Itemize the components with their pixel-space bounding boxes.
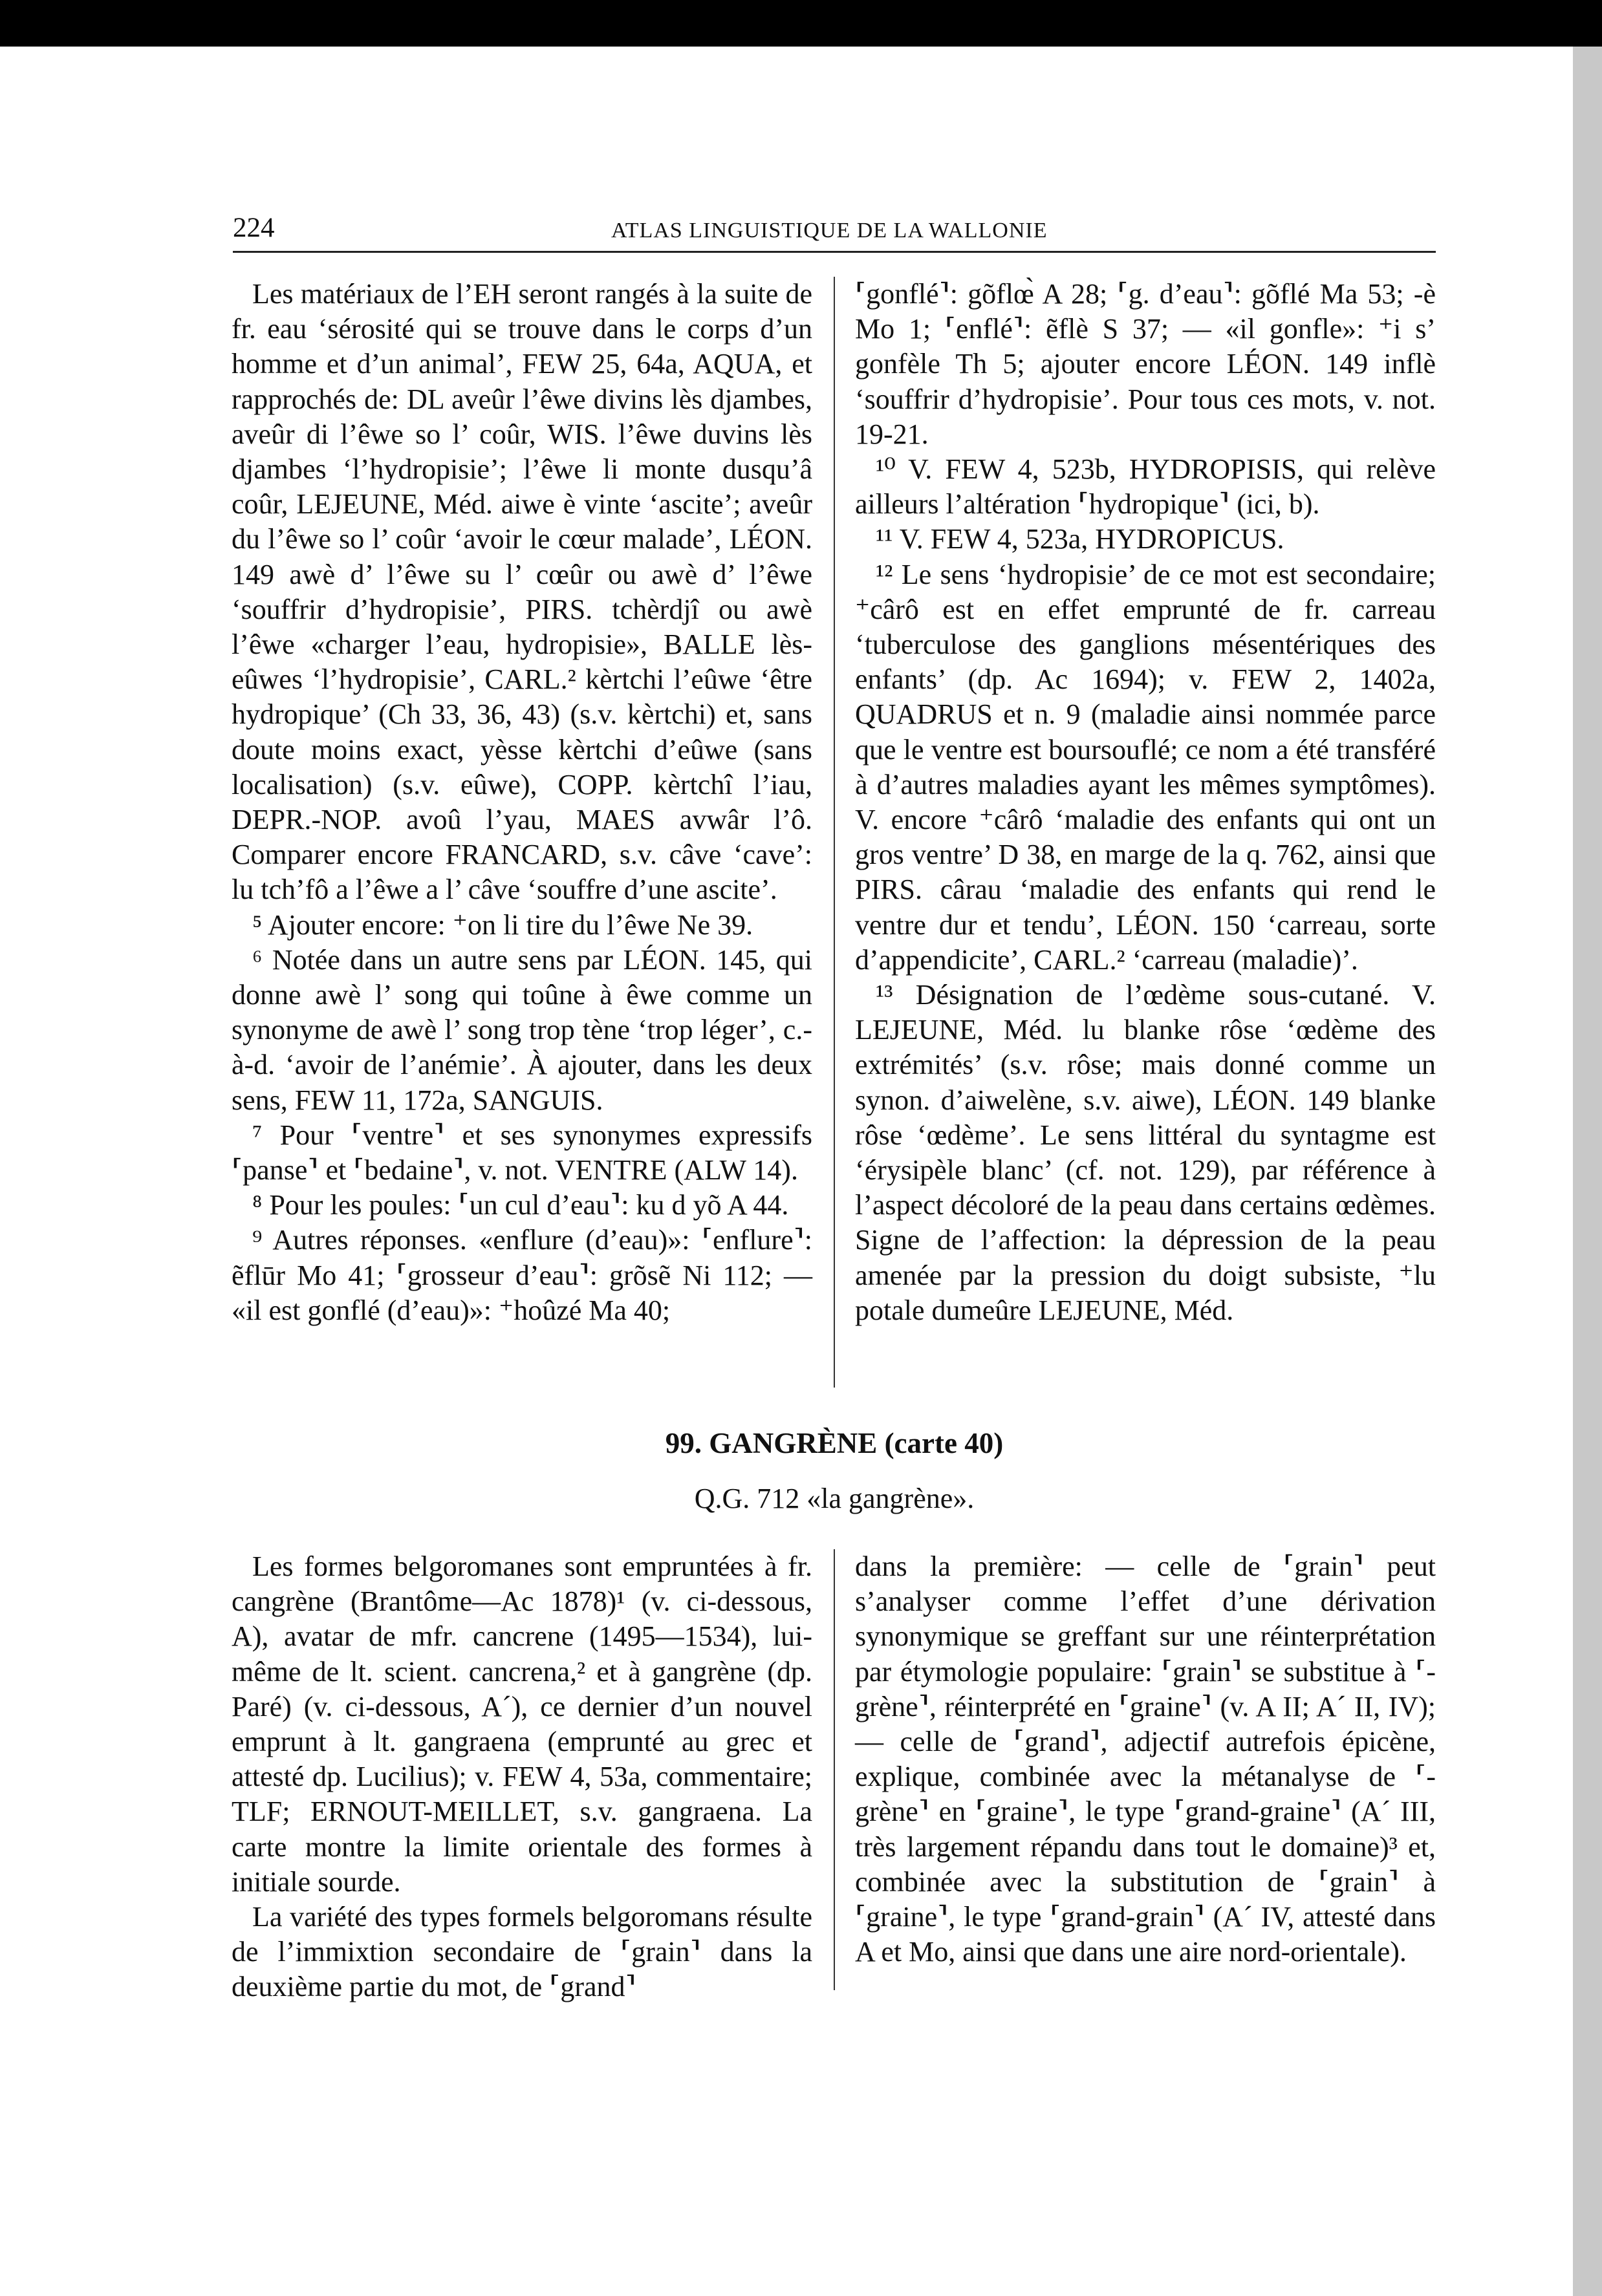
top-left-column [232,277,812,1328]
footnote-7: ⁷ Pour ⸢ventre⸣ et ses synonymes expressifs ⸢panse⸣ et ⸢bedaine⸣, v. not. VENTRE (ALW 14). [232,1119,812,1186]
section-question: Q.G. 712 «la gangrène». [694,1483,975,1514]
footnote-11: ¹¹ V. FEW 4, 523a, HYDROPICUS. [876,523,1284,555]
bottom-left-column [232,1549,812,2005]
body-paragraph: Les matériaux de l’EH seront rangés à la suite de fr. eau ‘sérosité qui se trouve dans le corps d’un homme et d’un animal’, FEW 25, 64a, AQUA, et rapprochés de: DL aveûr l’êwe divins lès djambes, aveûr di l’êwe so l’ coûr, WIS. l’êwe duvins lès djambes ‘l’hydropisie’; l’êwe li monte dusqu’â coûr, LEJEUNE, Méd. aiwe è vinte ‘ascite’; aveûr du l’êwe so l’ coûr ‘avoir le cœur malade’, LÉON. 149 awè d’ l’êwe su l’ cœûr ou awè d’ l’êwe ‘souffrir d’hydropisie’, PIRS. tchèrdjî ou awè l’êwe «charger l’eau, hydropisie», BALLE lès-eûwes ‘l’hydropisie’, CARL.² kèrtchi l’eûwe ‘être hydropique’ (Ch 33, 36, 43) (s.v. kèrtchi) et, sans doute moins exact, yèsse kèrtchi d’eûwe (sans localisation) (s.v. eûwe), COPP. kèrtchî l’iau, DEPR.-NOP. avoû l’yau, MAES avwâr l’ô. Comparer encore FRANCARD, s.v. câve ‘cave’: lu tch’fô a l’êwe a l’ câve ‘souffre d’une ascite’. [232,278,812,906]
column-divider-bottom [834,1549,835,1990]
column-divider-top [834,277,835,1388]
page-header [233,212,1436,253]
bottom-right-column [855,1549,1436,1969]
footnote-5: ⁵ Ajouter encore: ⁺on li tire du l’êwe Ne 39. [252,908,753,941]
footnote-8: ⁸ Pour les poules: ⸢un cul d’eau⸣: ku d yõ A 44. [252,1189,789,1221]
footnote-10: ¹⁰ V. FEW 4, 523b, HYDROPISIS, qui relève ailleurs l’altération ⸢hydropique⸣ (ici, b). [855,453,1436,520]
running-head: ATLAS LINGUISTIQUE DE LA WALLONIE [611,219,1048,242]
section-title: 99. GANGRÈNE (carte 40) [665,1427,1004,1459]
body-paragraph: dans la première: — celle de ⸢grain⸣ peut s’analyser comme l’effet d’une dérivation synonymique se greffant sur une réinterprétation par étymologie populaire: ⸢grain⸣ se substitue à ⸢-grène⸣, réinterprété en ⸢graine⸣ (v. A II; A´ II, IV); — celle de ⸢grand⸣, adjectif autrefois épicène, explique, combinée avec la métanalyse de ⸢-grène⸣ en ⸢graine⸣, le type ⸢grand-graine⸣ (A´ III, très largement répandu dans tout le domaine)³ et, combinée avec la substitution de ⸢grain⸣ à ⸢graine⸣, le type ⸢grand-grain⸣ (A´ IV, attesté dans A et Mo, ainsi que dans une aire nord-orientale). [855,1550,1436,1968]
scan-right-border [1573,47,1602,2296]
footnote-6: ⁶ Notée dans un autre sens par LÉON. 145, qui donne awè l’ song qui toûne à êwe comme un synonyme de awè l’ song trop tène ‘trop léger’, c.-à-d. ‘avoir de l’anémie’. À ajouter, dans les deux sens, FEW 11, 172a, SANGUIS. [232,943,812,1116]
top-right-column [855,277,1436,1328]
scan-top-border [0,0,1602,47]
body-paragraph: Les formes belgoromanes sont empruntées à fr. cangrène (Brantôme—Ac 1878)¹ (v. ci-dessous, A), avatar de mfr. cancrene (1495—1534), lui-même de lt. scient. cancrena,² et à gangrène (dp. Paré) (v. ci-dessous, A´), ce dernier d’un nouvel emprunt à lt. gangraena (emprunté au grec et attesté dp. Lucilius); v. FEW 4, 53a, commentaire; TLF; ERNOUT-MEILLET, s.v. gangraena. La carte montre la limite orientale des formes à initiale sourde. [232,1550,812,1898]
footnote-13: ¹³ Désignation de l’œdème sous-cutané. V. LEJEUNE, Méd. lu blanke rôse ‘œdème des extrémités’ (s.v. rôse; mais donné comme un synon. d’aiwelène, s.v. aiwe), LÉON. 149 blanke rôse ‘œdème’. Le sens littéral du syntagme est ‘érysipèle blanc’ (cf. not. 129), par référence à l’aspect décoloré de la peau dans certains œdèmes. Signe de l’affection: la dépression de la peau amenée par la pression du doigt subsiste, ⁺lu potale dumeûre LEJEUNE, Méd. [855,979,1436,1326]
footnote-9-continuation: ⸢gonflé⸣: gõflœ̀ A 28; ⸢g. d’eau⸣: gõflé Ma 53; -è Mo 1; ⸢enflé⸣: ẽflè S 37; — «il gonfle»: ⁺i s’ gonfèle Th 5; ajouter encore LÉON. 149 inflè ‘souffrir d’hydropisie’. Pour tous ces mots, v. not. 19-21. [855,278,1436,450]
footnote-12: ¹² Le sens ‘hydropisie’ de ce mot est secondaire; ⁺cârô est en effet emprunté de fr. carreau ‘tuberculose des ganglions mésentériques des enfants’ (dp. Ac 1694); v. FEW 2, 1402a, QUADRUS et n. 9 (maladie ainsi nommée parce que le ventre est boursouflé; ce nom a été transféré à d’autres maladies ayant les mêmes symptômes). V. encore ⁺cârô ‘maladie des enfants qui ont un gros ventre’ D 38, en marge de la q. 762, ainsi que PIRS. cârau ‘maladie des enfants qui rend le ventre dur et tendu’, LÉON. 150 ‘carreau, sorte d’appendicite’, CARL.² ‘carreau (maladie)’. [855,558,1436,976]
footnote-9: ⁹ Autres réponses. «enflure (d’eau)»: ⸢enflure⸣: ẽflūr Mo 41; ⸢grosseur d’eau⸣: grõsẽ Ni 112; — «il est gonflé (d’eau)»: ⁺hoûzé Ma 40; [232,1224,812,1326]
page-number: 224 [233,213,275,243]
body-paragraph: La variété des types formels belgoromans résulte de l’immixtion secondaire de ⸢grain⸣ dans la deuxième partie du mot, de ⸢grand⸣ [232,1901,812,2003]
